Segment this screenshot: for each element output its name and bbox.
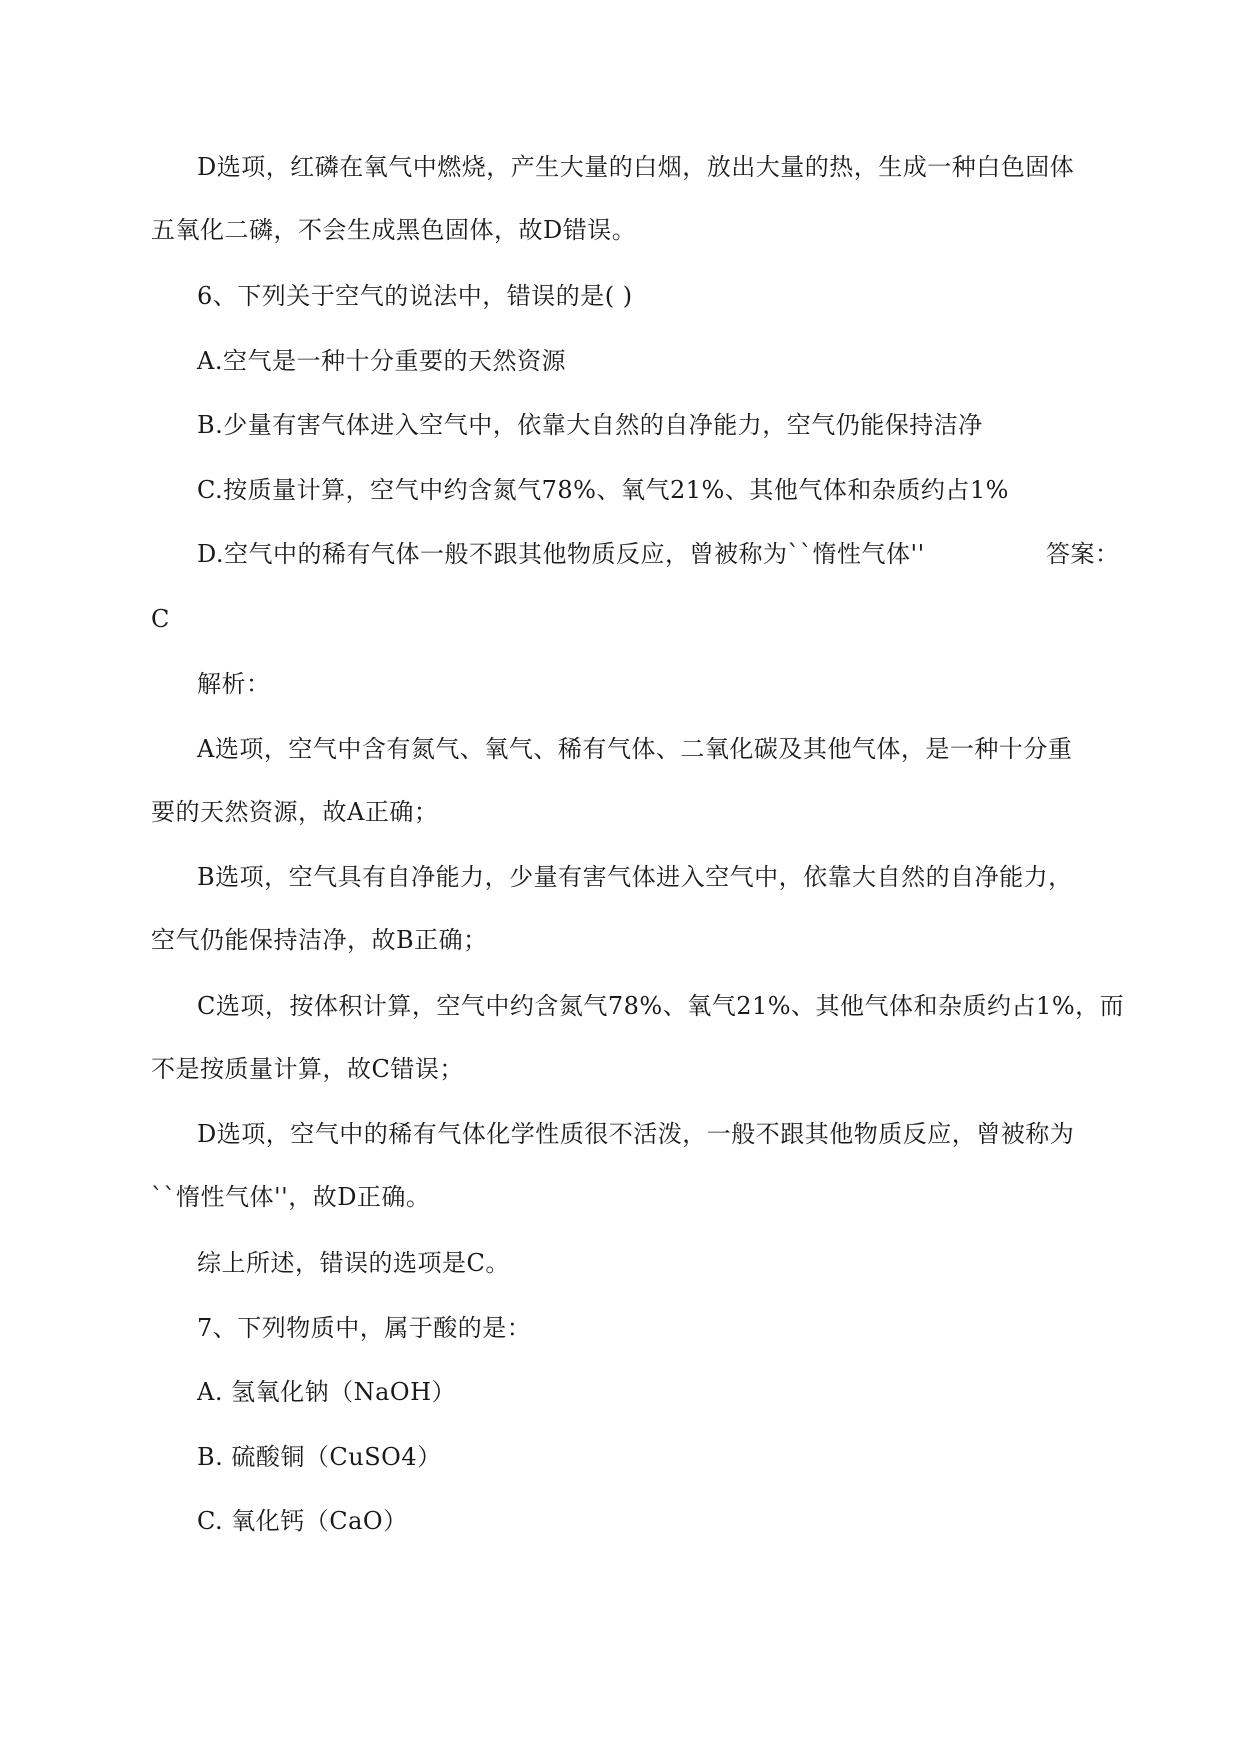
analysis-heading: 解析： — [197, 670, 271, 698]
question-6-option-d: D.空气中的稀有气体一般不跟其他物质反应，曾被称为``惰性气体'' — [197, 540, 925, 568]
text-line: D选项，空气中的稀有气体化学性质很不活泼，一般不跟其他物质反应，曾被称为 — [197, 1120, 1075, 1148]
question-6-option-b: B.少量有害气体进入空气中，依靠大自然的自净能力，空气仍能保持洁净 — [197, 411, 983, 439]
text-line: ``惰性气体''，故D正确。 — [151, 1183, 431, 1211]
question-7-option-a: A. 氢氧化钠（NaOH） — [197, 1378, 457, 1406]
text-line: 要的天然资源，故A正确； — [151, 798, 439, 826]
question-7-option-b: B. 硫酸铜（CuSO4） — [197, 1443, 442, 1471]
question-6-option-c: C.按质量计算，空气中约含氮气78%、氧气21%、其他气体和杂质约占1% — [197, 476, 1009, 504]
answer-value: C — [151, 605, 170, 633]
text-line: 五氧化二磷，不会生成黑色固体，故D错误。 — [151, 216, 637, 244]
question-6-option-a: A.空气是一种十分重要的天然资源 — [197, 347, 566, 375]
summary-line: 综上所述，错误的选项是C。 — [197, 1249, 510, 1277]
text-line: 不是按质量计算，故C错误； — [151, 1055, 464, 1083]
question-6-stem: 6、下列关于空气的说法中，错误的是( ) — [197, 282, 633, 310]
question-7-option-c: C. 氧化钙（CaO） — [197, 1507, 408, 1535]
text-line: 空气仍能保持洁净，故B正确； — [151, 926, 488, 954]
text-line: D选项，红磷在氧气中燃烧，产生大量的白烟，放出大量的热，生成一种白色固体 — [197, 153, 1075, 181]
question-7-stem: 7、下列物质中，属于酸的是： — [197, 1314, 532, 1342]
text-line: A选项，空气中含有氮气、氧气、稀有气体、二氧化碳及其他气体，是一种十分重 — [197, 735, 1073, 763]
text-line: C选项，按体积计算，空气中约含氮气78%、氧气21%、其他气体和杂质约占1%，而 — [197, 992, 1125, 1020]
answer-label: 答案： — [1046, 540, 1120, 568]
text-line: B选项，空气具有自净能力，少量有害气体进入空气中，依靠大自然的自净能力， — [197, 863, 1073, 891]
